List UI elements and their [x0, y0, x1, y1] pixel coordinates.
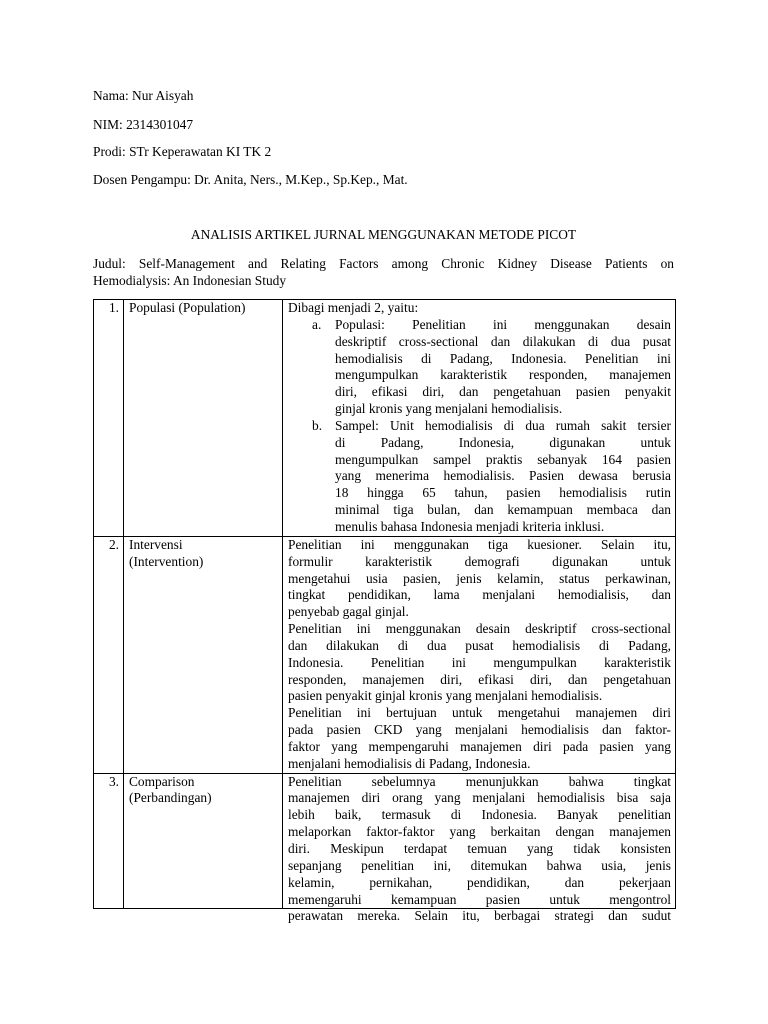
row-content: [283, 773, 676, 924]
content-line: minimal tiga bulan, dan kemampuan membaca dan: [335, 502, 671, 518]
article-title-line: Hemodialysis: An Indonesian Study: [93, 273, 287, 288]
list-marker: b.: [312, 417, 323, 433]
content-line: pada pasien CKD yang menjalani hemodialisis dan faktor-: [288, 722, 671, 738]
picot-table: [93, 299, 676, 924]
content-line: Populasi: Penelitian ini menggunakan desain: [335, 316, 671, 332]
lecturer: Dosen Pengampu: Dr. Anita, Ners., M.Kep., Sp.Kep., Mat.: [93, 172, 408, 187]
content-intro: Dibagi menjadi 2, yaitu:: [288, 300, 419, 315]
content-line: responden, manajemen diri, efikasi diri, dan pengetahuan: [288, 671, 671, 687]
list-item: [288, 317, 671, 418]
content-line: mengetahui usia pasien, jenis kelamin, status perkawinan,: [288, 570, 671, 586]
content-line: pasien penyakit ginjal kronis yang menjalani hemodialisis.: [288, 688, 603, 704]
content-line: penyebab gagal ginjal.: [288, 604, 409, 620]
row-content-clip: [288, 773, 671, 924]
content-line: dan dilakukan di dua pusat hemodialisis di Padang,: [288, 637, 671, 653]
article-title-line: Judul: Self-Management and Relating Factors among Chronic Kidney Disease Patients on: [93, 256, 674, 271]
content-line: mengumpulkan sampel praktis sebanyak 164 pasien: [335, 451, 671, 467]
row-label-line: (Perbandingan): [129, 790, 212, 806]
content-line: Penelitian ini bertujuan untuk mengetahui manajemen diri: [288, 705, 671, 721]
row-content: [283, 536, 676, 773]
table-row: [94, 536, 676, 773]
row-label-line: Comparison: [129, 773, 195, 789]
student-name: Nama: Nur Aisyah: [93, 88, 194, 103]
document-title: ANALISIS ARTIKEL JURNAL MENGGUNAKAN METODE PICOT: [190, 227, 577, 242]
row-label-line: (Intervention): [129, 553, 204, 569]
row-label: [124, 773, 283, 908]
content-line: perawatan mereka. Selain itu, berbagai strategi dan sudut: [288, 908, 671, 924]
content-line: Indonesia. Penelitian ini mengumpulkan karakteristik: [288, 654, 671, 670]
row-number: 2.: [94, 536, 124, 773]
content-line: hemodialisis di Padang, Indonesia. Penelitian ini: [335, 350, 671, 366]
content-line: ginjal kronis yang menjalani hemodialisis.: [335, 401, 563, 417]
content-line: kelamin, pernikahan, pendidikan, dan pekerjaan: [288, 874, 671, 890]
content-line: mengumpulkan karakteristik responden, manajemen: [335, 367, 671, 383]
row-label: [124, 536, 283, 773]
row-label: [124, 300, 283, 537]
content-line: menjalani hemodialisis di Padang, Indonesia.: [288, 755, 531, 771]
content-line: memengaruhi kemampuan pasien untuk mengontrol: [288, 891, 671, 907]
content-line: formulir karakteristik demografi digunakan untuk: [288, 553, 671, 569]
content-line: sepanjang penelitian ini, ditemukan bahwa usia, jenis: [288, 857, 671, 873]
article-title: [93, 255, 674, 289]
content-line: manajemen diri orang yang menjalani hemodialisis bisa saja: [288, 790, 671, 806]
table-row: [94, 300, 676, 537]
content-line: Penelitian sebelumnya menunjukkan bahwa tingkat: [288, 773, 671, 789]
content-line: Penelitian ini menggunakan desain deskriptif cross-sectional: [288, 621, 671, 637]
content-line: di Padang, Indonesia, digunakan untuk: [335, 434, 671, 450]
list-item: [288, 418, 671, 536]
content-line: diri, efikasi diri, dan pengetahuan pasien penyakit: [335, 384, 671, 400]
content-line: tingkat pendidikan, lama menjalani hemodialisis, dan: [288, 587, 671, 603]
row-label-line: Intervensi: [129, 536, 183, 552]
content-line: Penelitian ini menggunakan tiga kuesioner. Selain itu,: [288, 536, 671, 552]
content-line: faktor yang mempengaruhi manajemen diri pada pasien yang: [288, 738, 671, 754]
student-nim: NIM: 2314301047: [93, 117, 194, 132]
table-row: [94, 773, 676, 908]
content-line: 18 hingga 65 tahun, pasien hemodialisis rutin: [335, 485, 671, 501]
list-marker: a.: [312, 316, 322, 332]
content-line: diri. Meskipun terdapat temuan yang tidak konsisten: [288, 841, 671, 856]
content-line: menulis bahasa Indonesia menjadi kriteria inklusi.: [335, 518, 605, 534]
content-line: Sampel: Unit hemodialisis di dua rumah sakit tersier: [335, 417, 671, 433]
row-content: [283, 300, 676, 537]
content-line: melaporkan faktor-faktor yang berkaitan dengan manajemen: [288, 824, 671, 840]
row-number: 3.: [94, 773, 124, 908]
content-line: yang menerima hemodialisis. Pasien dewasa berusia: [335, 468, 671, 484]
row-label-line: Populasi (Population): [129, 300, 246, 315]
content-line: lebih baik, termasuk di Indonesia. Banyak penelitian: [288, 807, 671, 823]
content-line: deskriptif cross-sectional dan dilakukan di dua pusat: [335, 333, 671, 349]
row-number: 1.: [94, 300, 124, 537]
study-program: Prodi: STr Keperawatan KI TK 2: [93, 144, 272, 159]
